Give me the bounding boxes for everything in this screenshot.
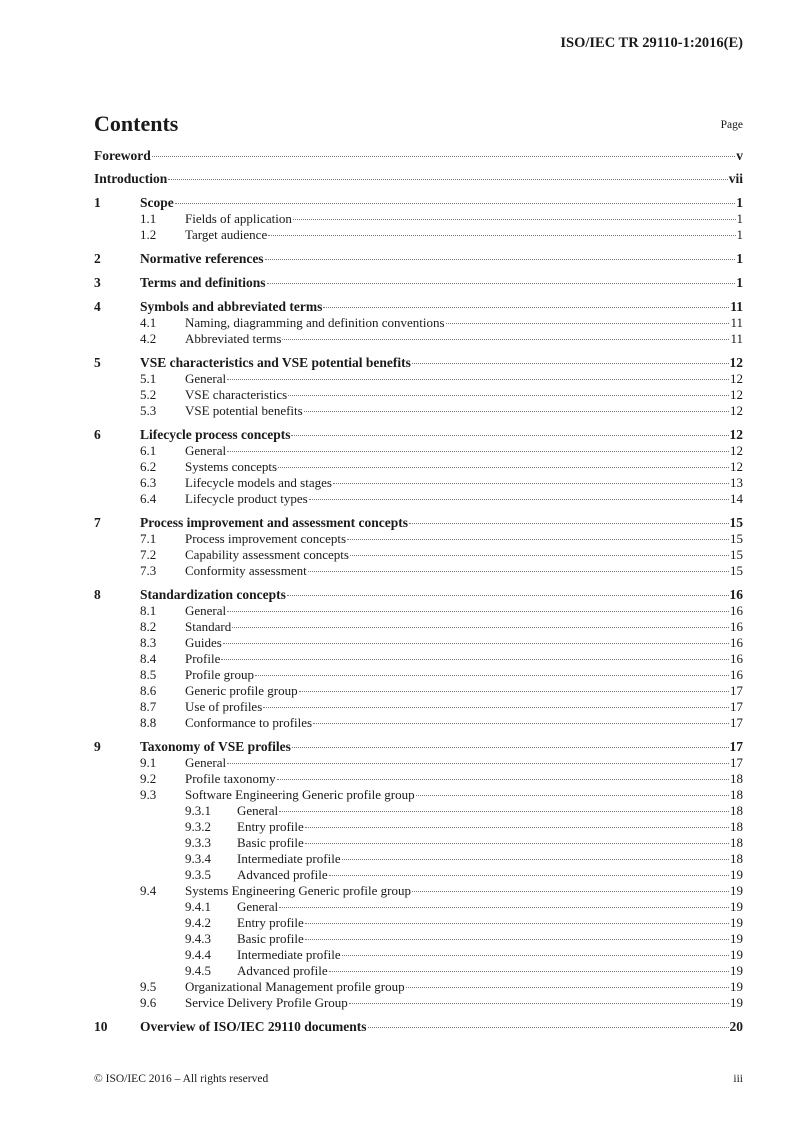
toc-entry[interactable] [94, 979, 743, 995]
dot-leader [304, 411, 729, 412]
toc-entry-number: 4.1 [140, 315, 157, 330]
toc-entry-page: 17 [730, 683, 743, 698]
toc-entry-page: v [736, 148, 743, 163]
toc-entry[interactable] [94, 195, 743, 211]
dot-leader [308, 571, 729, 572]
toc-entry-title: General [237, 803, 279, 818]
toc-entry-title: Intermediate profile [237, 947, 341, 962]
dot-leader [279, 907, 729, 908]
toc-entry-page: 12 [730, 387, 743, 402]
toc-entry-page: 16 [730, 635, 743, 650]
toc-entry-number: 9.1 [140, 755, 157, 770]
toc-entry[interactable] [94, 883, 743, 899]
toc-entry-number: 5.3 [140, 403, 157, 418]
toc-entry-title: Software Engineering Generic profile group [185, 787, 415, 802]
toc-entry[interactable] [94, 148, 743, 164]
toc-entry-number: 8.1 [140, 603, 157, 618]
dot-leader [406, 987, 729, 988]
toc-entry-number: 5.2 [140, 387, 157, 402]
toc-entry-page: 12 [730, 371, 743, 386]
toc-entry[interactable] [94, 299, 743, 315]
toc-entry-number: 8.8 [140, 715, 157, 730]
toc-entry-title: Process improvement concepts [185, 531, 347, 546]
toc-entry-title: Basic profile [237, 931, 304, 946]
dot-leader [329, 971, 729, 972]
toc-entry-title: Fields of application [185, 211, 292, 226]
toc-entry-number: 3 [94, 275, 101, 290]
toc-entry-number: 1 [94, 195, 101, 210]
toc-entry[interactable] [94, 667, 743, 683]
toc-entry-page: 1 [736, 211, 743, 226]
toc-entry-title: Advanced profile [237, 867, 328, 882]
dot-leader [446, 323, 730, 324]
toc-entry-page: 19 [730, 995, 743, 1010]
toc-entry-title: Generic profile group [185, 683, 298, 698]
toc-entry[interactable] [94, 603, 743, 619]
dot-leader [175, 203, 736, 204]
copyright-footer: © ISO/IEC 2016 – All rights reserved [94, 1073, 269, 1085]
page-title: Contents [94, 111, 179, 136]
dot-leader [152, 156, 736, 157]
toc-entry-number: 4 [94, 299, 101, 314]
toc-entry-title: Use of profiles [185, 699, 263, 714]
toc-entry-number: 1.1 [140, 211, 157, 226]
toc-entry-number: 9.4.2 [185, 915, 211, 930]
toc-entry-number: 8.5 [140, 667, 157, 682]
toc-entry-number: 6.1 [140, 443, 157, 458]
toc-entry-number: 6.4 [140, 491, 157, 506]
toc-entry-page: 1 [736, 195, 743, 210]
toc-entry-title: VSE characteristics and VSE potential benefits [140, 355, 411, 370]
toc-entry-title: Target audience [185, 227, 268, 242]
toc-entry[interactable] [94, 547, 743, 563]
toc-entry-page: 19 [730, 947, 743, 962]
toc-entry-title: Organizational Management profile group [185, 979, 405, 994]
toc-entry-page: 16 [730, 651, 743, 666]
toc-entry[interactable] [94, 459, 743, 475]
toc-entry-page: 1 [736, 275, 743, 290]
toc-entry-title: General [185, 371, 227, 386]
toc-entry-number: 9.3.1 [185, 803, 211, 818]
toc-entry[interactable] [94, 275, 743, 291]
toc-entry[interactable] [94, 739, 743, 755]
toc-entry[interactable] [94, 211, 743, 227]
toc-entry-page: 11 [730, 315, 743, 330]
toc-entry-page: 16 [730, 619, 743, 634]
toc-entry-number: 9.3.2 [185, 819, 211, 834]
dot-leader [227, 379, 729, 380]
dot-leader [232, 627, 729, 628]
toc-entry-page: 19 [730, 867, 743, 882]
toc-entry-title: General [185, 603, 227, 618]
toc-entry[interactable] [94, 475, 743, 491]
dot-leader [342, 859, 729, 860]
dot-leader [265, 259, 736, 260]
dot-leader [305, 939, 729, 940]
toc-entry[interactable] [94, 251, 743, 267]
toc-entry-page: 15 [729, 515, 743, 530]
dot-leader [309, 499, 729, 500]
toc-entry-page: 18 [730, 803, 743, 818]
toc-entry-page: 16 [730, 603, 743, 618]
toc-entry[interactable] [94, 819, 743, 835]
toc-entry-page: 18 [730, 851, 743, 866]
toc-entry-number: 6.3 [140, 475, 157, 490]
dot-leader [227, 451, 729, 452]
toc-entry[interactable] [94, 803, 743, 819]
toc-entry-page: 17 [730, 755, 743, 770]
toc-entry-title: Profile taxonomy [185, 771, 276, 786]
toc-entry-title: Overview of ISO/IEC 29110 documents [140, 1019, 367, 1034]
toc-entry-number: 9.2 [140, 771, 157, 786]
toc-entry[interactable] [94, 619, 743, 635]
dot-leader [305, 827, 729, 828]
toc-entry-page: 20 [729, 1019, 743, 1034]
toc-entry-page: 19 [730, 883, 743, 898]
dot-leader [350, 555, 729, 556]
toc-entry-page: 17 [729, 739, 743, 754]
toc-entry-number: 8.3 [140, 635, 157, 650]
dot-leader [255, 675, 729, 676]
toc-entry-page: 14 [730, 491, 743, 506]
toc-entry-page: 16 [729, 587, 743, 602]
toc-entry-number: 8.7 [140, 699, 157, 714]
dot-leader [412, 891, 729, 892]
toc-entry-title: Basic profile [237, 835, 304, 850]
toc-entry[interactable] [94, 355, 743, 371]
toc-entry-title: Scope [140, 195, 174, 210]
toc-entry[interactable] [94, 651, 743, 667]
toc-entry-title: General [185, 755, 227, 770]
dot-leader [267, 283, 736, 284]
dot-leader [227, 611, 729, 612]
toc-entry-page: 19 [730, 899, 743, 914]
dot-leader [291, 435, 728, 436]
toc-entry-number: 8.6 [140, 683, 157, 698]
toc-entry[interactable] [94, 851, 743, 867]
toc-entry-title: Introduction [94, 171, 168, 186]
toc-entry-number: 9.4.3 [185, 931, 211, 946]
toc-entry-page: 1 [736, 227, 743, 242]
toc-entry-title: VSE potential benefits [185, 403, 303, 418]
toc-entry-page: 12 [730, 459, 743, 474]
toc-entry-title: Lifecycle process concepts [140, 427, 291, 442]
toc-entry-page: 12 [730, 403, 743, 418]
toc-entry-title: VSE characteristics [185, 387, 288, 402]
toc-entry-title: Service Delivery Profile Group [185, 995, 348, 1010]
toc-entry-number: 8 [94, 587, 101, 602]
dot-leader [347, 539, 729, 540]
toc-entry-page: vii [728, 171, 743, 186]
toc-entry-number: 7.2 [140, 547, 157, 562]
toc-entry-title: Systems Engineering Generic profile group [185, 883, 411, 898]
toc-entry[interactable] [94, 947, 743, 963]
toc-entry-number: 9.3.5 [185, 867, 211, 882]
toc-entry-page: 12 [729, 355, 743, 370]
toc-entry-title: General [185, 443, 227, 458]
toc-entry[interactable] [94, 771, 743, 787]
toc-entry-title: Profile group [185, 667, 254, 682]
toc-entry-title: Process improvement and assessment concepts [140, 515, 408, 530]
toc-entry-page: 17 [730, 699, 743, 714]
toc-entry-page: 18 [730, 771, 743, 786]
toc-entry-number: 8.4 [140, 651, 157, 666]
dot-leader [412, 363, 729, 364]
toc-entry[interactable] [94, 491, 743, 507]
toc-entry[interactable] [94, 995, 743, 1011]
dot-leader [292, 747, 729, 748]
toc-entry-number: 1.2 [140, 227, 157, 242]
dot-leader [223, 643, 729, 644]
toc-entry-number: 8.2 [140, 619, 157, 634]
toc-entry-title: Profile [185, 651, 221, 666]
toc-entry-number: 9.5 [140, 979, 157, 994]
toc-entry-page: 12 [730, 443, 743, 458]
toc-entry-page: 17 [730, 715, 743, 730]
dot-leader [282, 339, 729, 340]
toc-entry-title: Standardization concepts [140, 587, 286, 602]
toc-entry[interactable] [94, 387, 743, 403]
toc-entry-title: Naming, diagramming and definition conventions [185, 315, 445, 330]
toc-entry[interactable] [94, 963, 743, 979]
toc-entry-number: 6 [94, 427, 101, 442]
dot-leader [342, 955, 729, 956]
toc-entry-number: 5 [94, 355, 101, 370]
toc-entry[interactable] [94, 635, 743, 651]
toc-entry[interactable] [94, 787, 743, 803]
toc-entry-number: 9.4.5 [185, 963, 211, 978]
toc-entry-page: 18 [730, 835, 743, 850]
toc-entry[interactable] [94, 371, 743, 387]
toc-entry-title: Standard [185, 619, 232, 634]
toc-entry-page: 19 [730, 963, 743, 978]
toc-entry[interactable] [94, 315, 743, 331]
toc-entry-number: 7.3 [140, 563, 157, 578]
toc-entry-number: 9.3 [140, 787, 157, 802]
dot-leader [329, 875, 729, 876]
toc-entry-number: 6.2 [140, 459, 157, 474]
toc-entry-page: 19 [730, 979, 743, 994]
dot-leader [287, 595, 729, 596]
toc-entry[interactable] [94, 1019, 743, 1035]
toc-entry[interactable] [94, 699, 743, 715]
toc-entry[interactable] [94, 931, 743, 947]
toc-entry-title: Capability assessment concepts [185, 547, 349, 562]
toc-entry-title: General [237, 899, 279, 914]
toc-entry-title: Taxonomy of VSE profiles [140, 739, 291, 754]
toc-entry-title: Intermediate profile [237, 851, 341, 866]
toc-entry[interactable] [94, 171, 743, 187]
toc-entry-number: 9 [94, 739, 101, 754]
dot-leader [305, 923, 729, 924]
dot-leader [279, 811, 729, 812]
dot-leader [333, 483, 729, 484]
toc-entry-title: Foreword [94, 148, 151, 163]
toc-entry[interactable] [94, 515, 743, 531]
toc-entry-number: 7 [94, 515, 101, 530]
toc-entry-title: Entry profile [237, 915, 304, 930]
toc-entry-title: Symbols and abbreviated terms [140, 299, 323, 314]
toc-entry-title: Lifecycle models and stages [185, 475, 332, 490]
toc-entry-title: Advanced profile [237, 963, 328, 978]
toc-entry-page: 19 [730, 915, 743, 930]
toc-entry-page: 15 [730, 563, 743, 578]
dot-leader [168, 179, 727, 180]
toc-entry-page: 18 [730, 787, 743, 802]
toc-entry[interactable] [94, 867, 743, 883]
dot-leader [227, 763, 729, 764]
dot-leader [268, 235, 735, 236]
toc-entry-number: 4.2 [140, 331, 157, 346]
table-of-contents [94, 148, 743, 1035]
document-id-header: ISO/IEC TR 29110-1:2016(E) [560, 35, 743, 51]
toc-entry-page: 19 [730, 931, 743, 946]
toc-entry-page: 16 [730, 667, 743, 682]
toc-entry-page: 13 [730, 475, 743, 490]
toc-entry-number: 7.1 [140, 531, 157, 546]
toc-entry-title: Conformity assessment [185, 563, 307, 578]
toc-entry-title: Lifecycle product types [185, 491, 308, 506]
toc-entry[interactable] [94, 331, 743, 347]
dot-leader [277, 779, 729, 780]
page-column-label: Page [720, 119, 743, 131]
toc-entry[interactable] [94, 227, 743, 243]
toc-entry[interactable] [94, 835, 743, 851]
toc-entry[interactable] [94, 427, 743, 443]
toc-entry[interactable] [94, 715, 743, 731]
toc-entry-title: Entry profile [237, 819, 304, 834]
toc-entry[interactable] [94, 683, 743, 699]
toc-entry-page: 12 [729, 427, 743, 442]
toc-entry-number: 2 [94, 251, 101, 266]
dot-leader [323, 307, 729, 308]
toc-entry-title: Normative references [140, 251, 264, 266]
toc-entry-title: Terms and definitions [140, 275, 266, 290]
toc-entry-number: 9.4 [140, 883, 157, 898]
toc-entry[interactable] [94, 563, 743, 579]
dot-leader [368, 1027, 729, 1028]
dot-leader [278, 467, 729, 468]
toc-entry-page: 18 [730, 819, 743, 834]
toc-entry-title: Guides [185, 635, 222, 650]
toc-entry-number: 9.6 [140, 995, 157, 1010]
dot-leader [349, 1003, 729, 1004]
toc-entry-title: Abbreviated terms [185, 331, 282, 346]
toc-entry[interactable] [94, 755, 743, 771]
toc-entry-number: 9.4.4 [185, 947, 211, 962]
dot-leader [263, 707, 729, 708]
toc-entry[interactable] [94, 587, 743, 603]
toc-entry[interactable] [94, 899, 743, 915]
toc-entry-page: 1 [736, 251, 743, 266]
toc-entry-page: 11 [730, 299, 743, 314]
dot-leader [221, 659, 729, 660]
dot-leader [299, 691, 729, 692]
toc-entry-number: 9.3.3 [185, 835, 211, 850]
toc-entry-number: 9.4.1 [185, 899, 211, 914]
toc-entry-page: 15 [730, 531, 743, 546]
dot-leader [288, 395, 729, 396]
toc-entry-page: 15 [730, 547, 743, 562]
toc-entry-title: Conformance to profiles [185, 715, 313, 730]
toc-entry[interactable] [94, 915, 743, 931]
toc-entry-number: 5.1 [140, 371, 157, 386]
toc-entry-title: Systems concepts [185, 459, 278, 474]
dot-leader [409, 523, 729, 524]
dot-leader [313, 723, 729, 724]
dot-leader [293, 219, 736, 220]
toc-entry-number: 10 [94, 1019, 108, 1034]
toc-entry[interactable] [94, 443, 743, 459]
toc-entry[interactable] [94, 531, 743, 547]
toc-entry-page: 11 [730, 331, 743, 346]
toc-entry-number: 9.3.4 [185, 851, 211, 866]
dot-leader [305, 843, 729, 844]
dot-leader [416, 795, 729, 796]
toc-entry[interactable] [94, 403, 743, 419]
footer-page-number: iii [733, 1073, 743, 1085]
